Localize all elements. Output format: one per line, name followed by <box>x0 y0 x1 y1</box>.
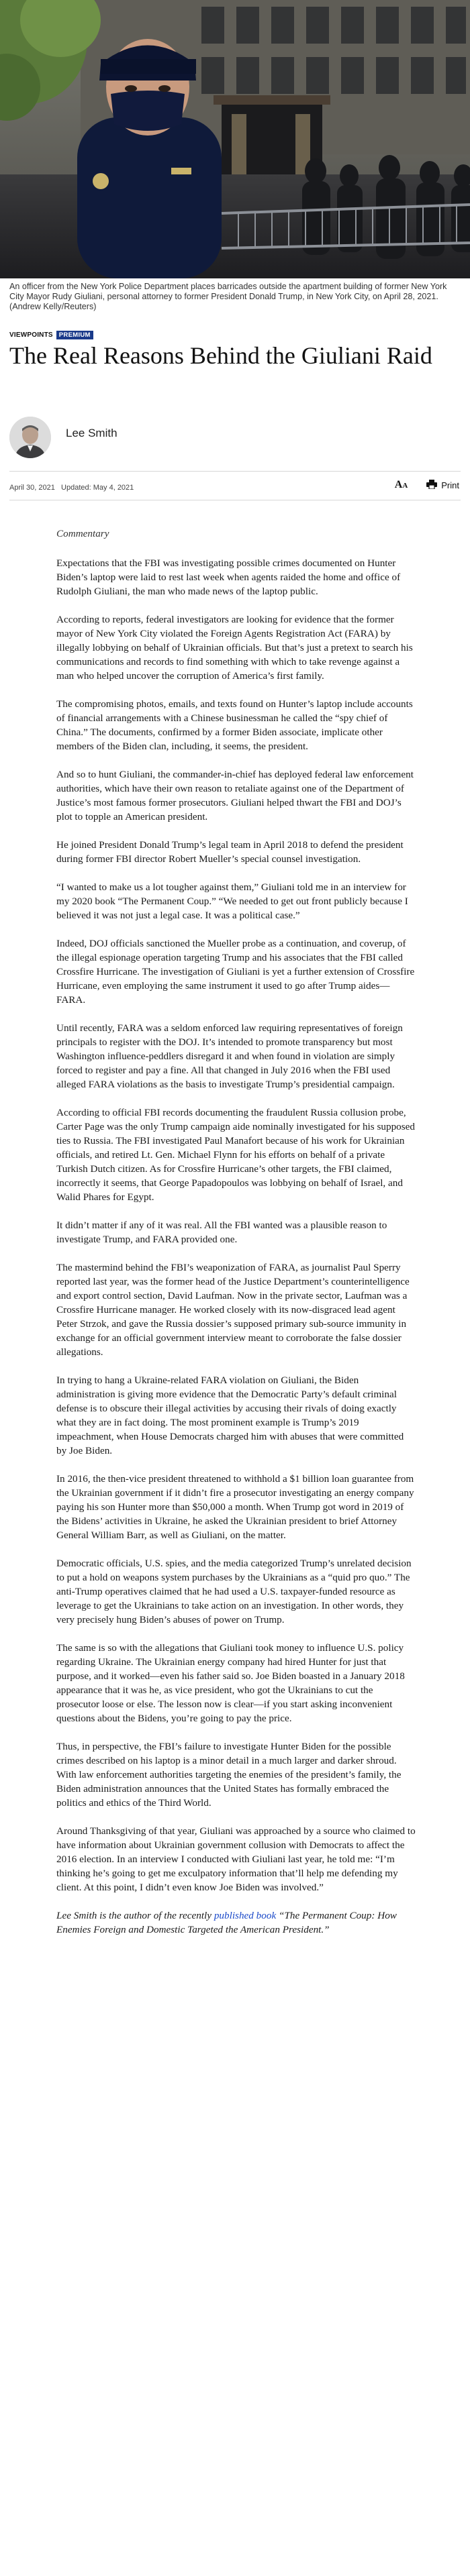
article-tools <box>395 479 459 491</box>
article-paragraph: Expectations that the FBI was investigating possible crimes documented on Hunter Biden’s laptop were laid to rest last week when agents raided the home and office of Rudolph Giuliani, the man who made news of the laptop public. <box>56 557 401 597</box>
author-avatar[interactable] <box>9 417 51 458</box>
author-bio-text: “The Permanent Coup: How Enemies Foreign and Domestic Targeted the American President.” <box>56 1910 397 1935</box>
article-tags <box>9 331 93 339</box>
article-paragraph: In trying to hang a Ukraine-related FARA violation on Giuliani, the Biden administration is giving more evidence that the Democratic Party’s default criminal defense is to obscure their illegal activities by accusing their rivals of doing exactly what they are in fact doing. The most prominent example is Trump’s 2019 impeachment, when House Democrats charged him with abuses that were committed by Joe Biden. <box>56 1375 404 1456</box>
hero-photo <box>0 0 470 278</box>
article-headline: The Real Reasons Behind the Giuliani Raid <box>9 342 432 369</box>
published-book-link[interactable]: published book <box>214 1910 277 1921</box>
article-paragraph: Around Thanksgiving of that year, Giuliani was approached by a source who claimed to have information about Ukrainian government collusion with Democrats to affect the 2016 election. In an interview I conducted with Giuliani last year, he told me: “I’m thinking he’s going to get me exculpatory information that’ll help me defending my client. At this point, I didn’t even know Joe Biden was involved.” <box>56 1825 416 1893</box>
author-byline[interactable] <box>9 416 117 459</box>
article-paragraph: And so to hunt Giuliani, the commander-in-chief has deployed federal law enforcement authorities, which have their own reason to retaliate against one of the Department of Justice’s most famous former prosecutors. Giuliani helped thwart the FBI and DOJ’s plot to topple an American president. <box>56 769 414 822</box>
print-label[interactable]: Print <box>441 480 459 490</box>
article-paragraph: He joined President Donald Trump’s legal team in April 2018 to defend the president during former FBI director Robert Mueller’s special counsel investigation. <box>56 839 404 865</box>
article-paragraph: It didn’t matter if any of it was real. All the FBI wanted was a plausible reason to investigate Trump, and FARA provided one. <box>56 1220 387 1245</box>
article-paragraph: Thus, in perspective, the FBI’s failure to investigate Hunter Biden for the possible crimes described on his laptop is a minor detail in a much larger and darker shroud. With law enforcement authorities targeting the enemies of the president’s family, the Biden administration announces that the United States has formally embraced the politics and ethics of the Third World. <box>56 1741 402 1809</box>
article-kicker: Commentary <box>56 528 109 539</box>
divider <box>9 471 461 472</box>
article-paragraph: Until recently, FARA was a seldom enforced law requiring representatives of foreign principals to register with the DOJ. It’s intended to promote transparency but most Washington influence-peddlers disregard it and when found in violation are simply forced to register and pay a fine. All that changed in July 2016 when the FBI used alleged FARA violations as the basis to investigate Trump’s presidential campaign. <box>56 1022 403 1090</box>
author-name[interactable]: Lee Smith <box>66 427 117 439</box>
print-icon[interactable] <box>426 480 437 491</box>
article-paragraph: According to reports, federal investigators are looking for evidence that the former mayor of New York City violated the Foreign Agents Registration Act (FARA) by illegally lobbying on behalf of Ukrainian officials. But that’s just a pretext to search his communications and records to find something with which to take revenge against a man who helped uncover the corruption of America’s first family. <box>56 614 413 682</box>
article-paragraph: Indeed, DOJ officials sanctioned the Mueller probe as a continuation, and coverup, of the illegal espionage operation targeting Trump and his associates that the FBI called Crossfire Hurricane. The investigation of Giuliani is yet a further extension of Crossfire Hurricane, even employing the same instrument it used to go after Trump aides—FARA. <box>56 938 415 1006</box>
article-paragraph: According to official FBI records documenting the fraudulent Russia collusion probe, Carter Page was the only Trump campaign aide nominally investigated for his supposed ties to Russia. The FBI investigated Paul Manafort because of his work for Ukrainian officials, and retired Lt. Gen. Michael Flynn for his efforts on behalf of a private Turkish Dutch citizen. As for Crossfire Hurricane’s other targets, the FBI claimed, incorrectly it seems, that George Papadopoulos was lobbying on behalf of Israel, and Walid Phares for Egypt. <box>56 1107 416 1203</box>
author-bio-text: Lee Smith is the author of the recently <box>56 1910 214 1921</box>
author-bio <box>56 1909 416 1937</box>
hero-photo-illustration <box>0 0 470 278</box>
photo-caption: An officer from the New York Police Department places barricades outside the apartment building of former New York City Mayor Rudy Giuliani, personal attorney to former President Donald Trump, in New York City, on April 28, 2021. (Andrew Kelly/Reuters) <box>9 282 447 311</box>
section-tag[interactable]: VIEWPOINTS <box>9 331 53 339</box>
article-paragraph: In 2016, the then-vice president threatened to withhold a $1 billion loan guarantee from the Ukrainian government if it didn’t fire a prosecutor investigating an energy company paying his son Hunter more than $50,000 a month. When Trump got word in 2019 of the Bidens’ activities in Ukraine, he asked the Ukrainian president to brief Attorney General William Barr, as well as Giuliani, on the matter. <box>56 1473 414 1541</box>
font-size-icon[interactable]: AA <box>394 479 408 490</box>
article-paragraph: “I wanted to make us a lot tougher against them,” Giuliani told me in an interview for my 2020 book “The Permanent Coup.” “We needed to get out front publicly because I believed it was not just a legal case. It was a political case.” <box>56 881 408 921</box>
premium-badge: PREMIUM <box>56 331 93 339</box>
author-avatar-image <box>9 417 51 458</box>
article-paragraph: The same is so with the allegations that Giuliani took money to influence U.S. policy regarding Ukraine. The Ukrainian energy company had hired Hunter for just that purpose, and it worked—even his father said so. Joe Biden boasted in a January 2018 appearance that it was he, as vice president, who got the Ukrainians to cut the prosecutor loose or else. The lesson now is clear—if you start asking inconvenient questions about the Bidens, you’re going to pay the price. <box>56 1642 405 1724</box>
article-paragraph: Democratic officials, U.S. spies, and the media categorized Trump’s unrelated decision to put a hold on weapons system purchases by the Ukrainians as a “quid pro quo.” The anti-Trump operatives claimed that he had used a U.S. taxpayer-funded resource as leverage to get the Ukrainians to take action on an investigation. In other words, they very precisely hung Biden’s abuses of power on Trump. <box>56 1558 412 1625</box>
article-paragraph: The mastermind behind the FBI’s weaponization of FARA, as journalist Paul Sperry reported last year, was the former head of the Justice Department’s counterintelligence and export control section, David Laufman. Now in the private sector, Laufman was a Crossfire Hurricane manager. He worked closely with its now-disgraced lead agent Peter Strzok, and gave the Russia dossier’s supposed primary sub-source immunity in exchange for an official government interview meant to corroborate the false dossier allegations. <box>56 1262 410 1358</box>
article-body <box>56 527 416 1951</box>
publish-dates: April 30, 2021 Updated: May 4, 2021 <box>9 484 134 492</box>
article-paragraph: The compromising photos, emails, and texts found on Hunter’s laptop include accounts of financial arrangements with a Chinese businessman he called the “spy chief of China.” The documents, confirmed by a former Biden associate, implicate other members of the Biden clan, including, it seems, the president. <box>56 698 413 752</box>
